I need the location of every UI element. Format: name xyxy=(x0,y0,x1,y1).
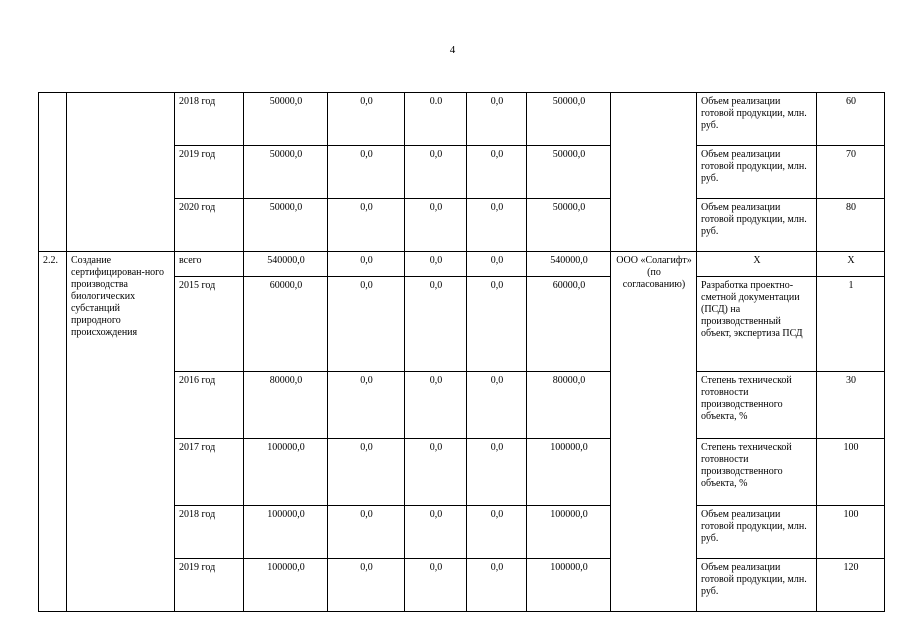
funding-source-3-cell: 0,0 xyxy=(467,199,527,252)
year-cell: 2019 год xyxy=(175,146,244,199)
item-name-cell xyxy=(67,93,175,252)
funding-source-4-cell: 50000,0 xyxy=(527,199,611,252)
funding-source-4-cell: 60000,0 xyxy=(527,277,611,372)
funding-source-1-cell: 0,0 xyxy=(328,252,405,277)
funding-source-1-cell: 0,0 xyxy=(328,146,405,199)
indicator-cell: Степень технической готовности производственного объекта, % xyxy=(697,372,817,439)
funding-source-2-cell: 0,0 xyxy=(405,252,467,277)
target-value-cell: 120 xyxy=(817,559,885,612)
funding-source-1-cell: 0,0 xyxy=(328,506,405,559)
funding-source-3-cell: 0,0 xyxy=(467,277,527,372)
year-cell: 2015 год xyxy=(175,277,244,372)
executor-cell: ООО «Солагифт» (по согласованию) xyxy=(611,252,697,612)
funding-source-4-cell: 80000,0 xyxy=(527,372,611,439)
target-value-cell: 70 xyxy=(817,146,885,199)
target-value-cell: Х xyxy=(817,252,885,277)
year-cell: 2020 год xyxy=(175,199,244,252)
funding-source-1-cell: 0,0 xyxy=(328,277,405,372)
funding-source-3-cell: 0,0 xyxy=(467,559,527,612)
funding-source-2-cell: 0.0 xyxy=(405,93,467,146)
target-value-cell: 80 xyxy=(817,199,885,252)
funding-source-2-cell: 0,0 xyxy=(405,146,467,199)
indicator-cell: Степень технической готовности производственного объекта, % xyxy=(697,439,817,506)
funding-source-1-cell: 0,0 xyxy=(328,199,405,252)
funding-source-1-cell: 0,0 xyxy=(328,93,405,146)
funding-source-4-cell: 50000,0 xyxy=(527,146,611,199)
target-value-cell: 60 xyxy=(817,93,885,146)
total-funding-cell: 50000,0 xyxy=(244,199,328,252)
funding-source-4-cell: 100000,0 xyxy=(527,439,611,506)
funding-source-2-cell: 0,0 xyxy=(405,199,467,252)
year-cell: 2018 год xyxy=(175,93,244,146)
funding-source-2-cell: 0,0 xyxy=(405,372,467,439)
total-funding-cell: 100000,0 xyxy=(244,439,328,506)
year-cell: 2016 год xyxy=(175,372,244,439)
year-cell: 2017 год xyxy=(175,439,244,506)
executor-cell xyxy=(611,93,697,252)
year-cell: 2019 год xyxy=(175,559,244,612)
total-funding-cell: 100000,0 xyxy=(244,559,328,612)
funding-source-4-cell: 540000,0 xyxy=(527,252,611,277)
table-row xyxy=(39,252,885,277)
program-activities-table xyxy=(38,92,885,612)
indicator-cell: Объем реализации готовой продукции, млн. руб. xyxy=(697,93,817,146)
target-value-cell: 1 xyxy=(817,277,885,372)
year-cell: 2018 год xyxy=(175,506,244,559)
page-number: 4 xyxy=(449,44,456,56)
indicator-cell: Разработка проектно-сметной документации (ПСД) на производственный объект, экспертиза ПСД xyxy=(697,277,817,372)
total-funding-cell: 60000,0 xyxy=(244,277,328,372)
target-value-cell: 30 xyxy=(817,372,885,439)
target-value-cell: 100 xyxy=(817,439,885,506)
item-name-cell: Создание сертифицирован-ного производства биологических субстанций природного происхождения xyxy=(67,252,175,612)
funding-source-3-cell: 0,0 xyxy=(467,439,527,506)
indicator-cell: Х xyxy=(697,252,817,277)
funding-source-4-cell: 100000,0 xyxy=(527,506,611,559)
total-funding-cell: 100000,0 xyxy=(244,506,328,559)
year-cell: всего xyxy=(175,252,244,277)
funding-source-4-cell: 100000,0 xyxy=(527,559,611,612)
funding-source-2-cell: 0,0 xyxy=(405,506,467,559)
item-number-cell xyxy=(39,93,67,252)
indicator-cell: Объем реализации готовой продукции, млн. руб. xyxy=(697,559,817,612)
funding-source-3-cell: 0,0 xyxy=(467,252,527,277)
funding-source-2-cell: 0,0 xyxy=(405,277,467,372)
funding-source-2-cell: 0,0 xyxy=(405,559,467,612)
indicator-cell: Объем реализации готовой продукции, млн. руб. xyxy=(697,506,817,559)
funding-source-3-cell: 0,0 xyxy=(467,506,527,559)
funding-source-1-cell: 0,0 xyxy=(328,372,405,439)
funding-source-1-cell: 0,0 xyxy=(328,439,405,506)
total-funding-cell: 50000,0 xyxy=(244,146,328,199)
funding-source-3-cell: 0,0 xyxy=(467,146,527,199)
funding-source-1-cell: 0,0 xyxy=(328,559,405,612)
total-funding-cell: 80000,0 xyxy=(244,372,328,439)
funding-source-4-cell: 50000,0 xyxy=(527,93,611,146)
table-row xyxy=(39,93,885,146)
item-number-cell: 2.2. xyxy=(39,252,67,612)
funding-source-2-cell: 0,0 xyxy=(405,439,467,506)
indicator-cell: Объем реализации готовой продукции, млн. руб. xyxy=(697,146,817,199)
total-funding-cell: 540000,0 xyxy=(244,252,328,277)
target-value-cell: 100 xyxy=(817,506,885,559)
funding-source-3-cell: 0,0 xyxy=(467,93,527,146)
funding-source-3-cell: 0,0 xyxy=(467,372,527,439)
total-funding-cell: 50000,0 xyxy=(244,93,328,146)
indicator-cell: Объем реализации готовой продукции, млн. руб. xyxy=(697,199,817,252)
